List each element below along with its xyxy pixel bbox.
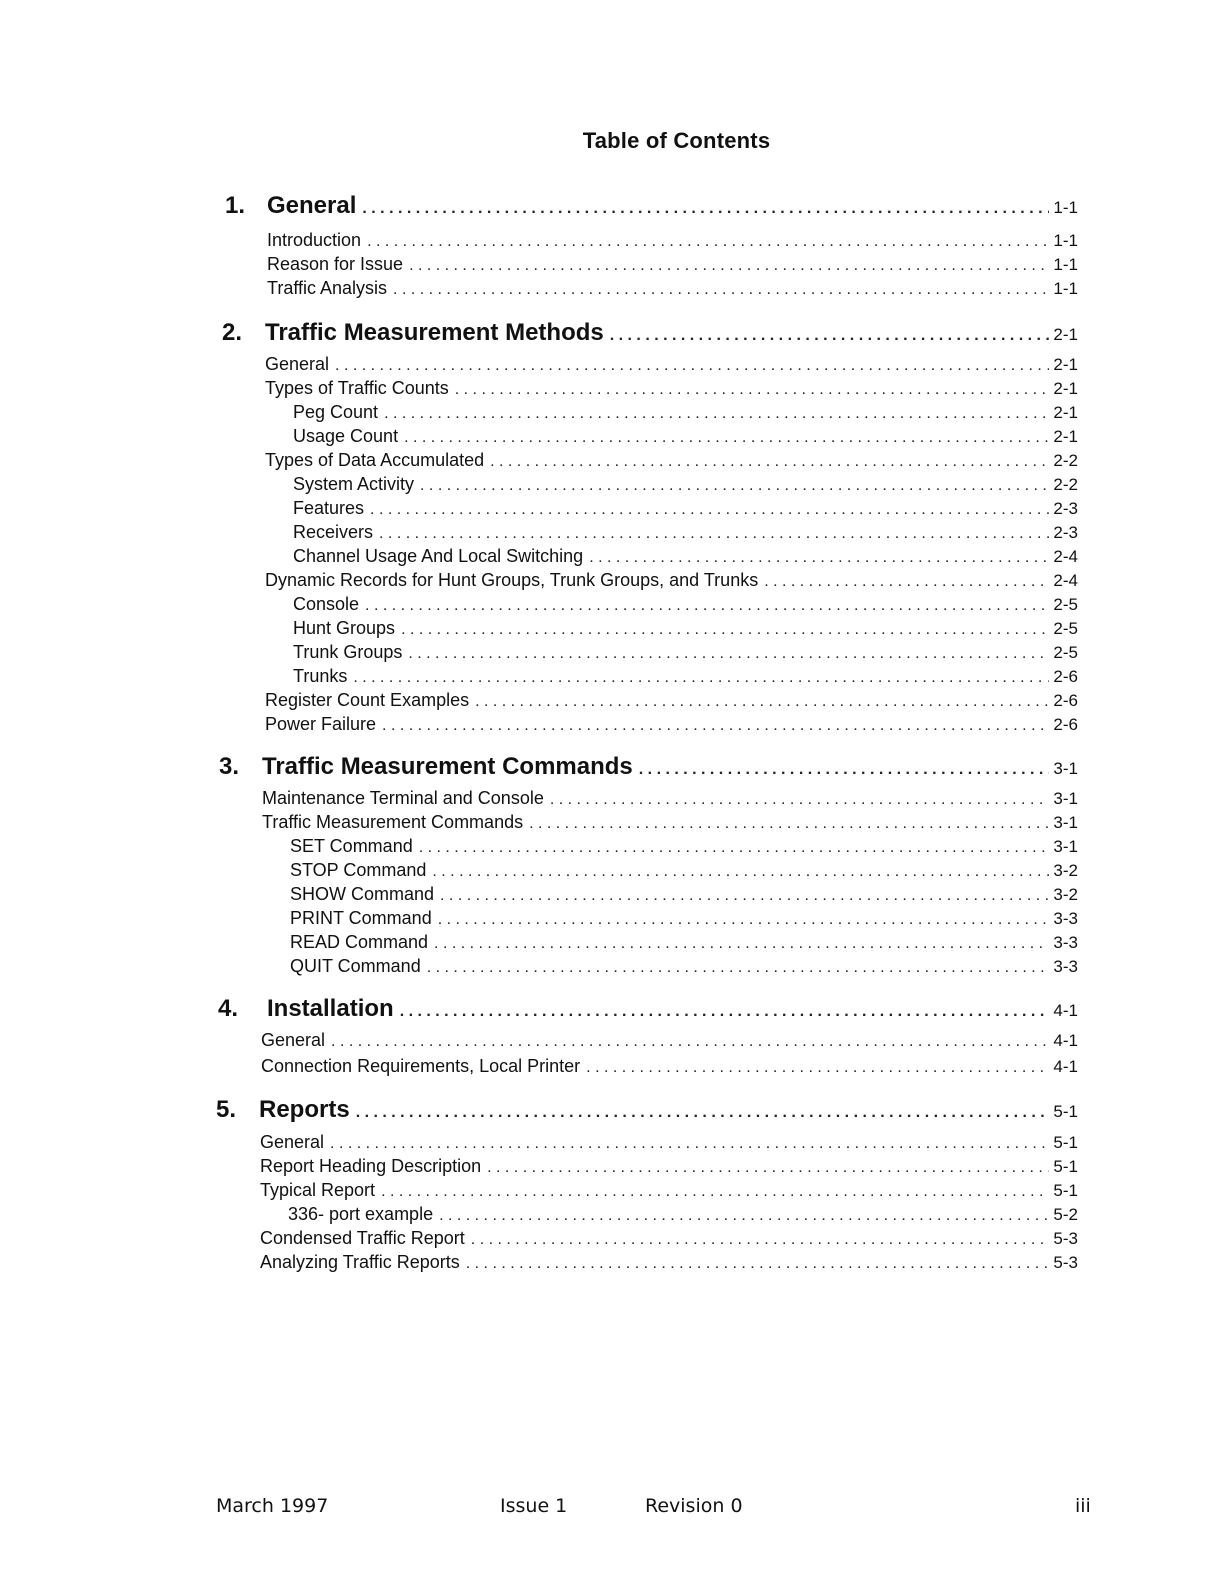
page-number: 2-5	[1053, 643, 1078, 662]
toc-subentry[interactable]	[293, 474, 1078, 495]
toc-subentry[interactable]	[293, 402, 1078, 423]
entry-label: Types of Traffic Counts	[265, 378, 449, 398]
entry-label: SHOW Command	[290, 884, 435, 904]
page-number: 1-1	[1053, 231, 1078, 250]
toc-entry[interactable]	[265, 690, 1078, 711]
toc-entry[interactable]	[262, 788, 1078, 809]
toc-subentry[interactable]	[290, 932, 1078, 953]
page-number: 3-1	[1053, 837, 1078, 856]
page-number: 5-1	[1053, 1157, 1078, 1176]
entry-label: READ Command	[290, 932, 429, 952]
page-number: 2-6	[1053, 691, 1078, 710]
toc-subentry[interactable]	[293, 594, 1078, 615]
dot-leader	[382, 717, 1049, 735]
entry-label: General	[260, 1132, 325, 1152]
dot-leader	[471, 1231, 1050, 1249]
dot-leader	[586, 1059, 1049, 1077]
toc-subentry[interactable]	[293, 666, 1078, 687]
footer-date: March 1997	[216, 1495, 329, 1517]
page-number: 2-1	[1053, 379, 1078, 398]
entry-label: Introduction	[267, 230, 362, 250]
page-number: 2-5	[1053, 619, 1078, 638]
page-number: 3-1	[1053, 789, 1078, 808]
dot-leader	[400, 1003, 1050, 1021]
entry-label: Connection Requirements, Local Printer	[261, 1056, 581, 1076]
entry-label: QUIT Command	[290, 956, 421, 976]
entry-label: Usage Count	[293, 426, 399, 446]
section-number: 2.	[222, 319, 243, 346]
dot-leader	[439, 1207, 1049, 1225]
dot-leader	[420, 477, 1049, 495]
entry-label: Register Count Examples	[265, 690, 470, 710]
dot-leader	[393, 281, 1049, 299]
dot-leader	[362, 200, 1049, 218]
dot-leader	[764, 573, 1049, 591]
dot-leader	[331, 1033, 1049, 1051]
page-number: 2-2	[1053, 451, 1078, 470]
page-number: 5-1	[1053, 1133, 1078, 1152]
toc-subentry[interactable]	[293, 426, 1078, 447]
page-number: 3-3	[1053, 909, 1078, 928]
toc-subentry[interactable]	[290, 884, 1078, 905]
entry-label: Dynamic Records for Hunt Groups, Trunk Groups, and Trunks	[265, 570, 759, 590]
entry-label: Analyzing Traffic Reports	[260, 1252, 460, 1272]
toc-subentry[interactable]	[293, 546, 1078, 567]
dot-leader	[367, 233, 1049, 251]
page-number: 2-1	[1053, 403, 1078, 422]
page-number: 2-4	[1053, 547, 1078, 566]
dot-leader	[370, 501, 1049, 519]
entry-label: Traffic Measurement Methods	[265, 319, 604, 346]
entry-label: Power Failure	[265, 714, 377, 734]
page-number: 3-2	[1053, 861, 1078, 880]
dot-leader	[610, 327, 1050, 345]
toc-entry[interactable]	[265, 714, 1078, 735]
footer-issue: Issue 1	[500, 1495, 568, 1517]
section-heading[interactable]	[265, 319, 1078, 347]
entry-label: General	[267, 192, 357, 219]
entry-label: Report Heading Description	[260, 1156, 482, 1176]
dot-leader	[335, 357, 1049, 375]
section-number: 4.	[218, 995, 239, 1022]
entry-label: Trunks	[293, 666, 348, 686]
page-number: 2-3	[1053, 523, 1078, 542]
toc-entry[interactable]	[265, 570, 1078, 591]
page-number: 2-6	[1053, 667, 1078, 686]
entry-label: Maintenance Terminal and Console	[262, 788, 544, 808]
toc-subentry[interactable]	[290, 836, 1078, 857]
dot-leader	[353, 669, 1049, 687]
dot-leader	[365, 597, 1049, 615]
entry-label: PRINT Command	[290, 908, 432, 928]
entry-label: Hunt Groups	[293, 618, 396, 638]
entry-label: Channel Usage And Local Switching	[293, 546, 584, 566]
dot-leader	[475, 693, 1049, 711]
page-number: 3-1	[1053, 759, 1078, 778]
section-heading[interactable]	[267, 995, 1078, 1023]
entry-label: STOP Command	[290, 860, 427, 880]
toc-subentry[interactable]	[290, 908, 1078, 929]
toc-entry[interactable]	[261, 1030, 1078, 1051]
entry-label: Traffic Analysis	[267, 278, 388, 298]
dot-leader	[466, 1255, 1050, 1273]
page-number: 3-1	[1053, 813, 1078, 832]
entry-label: General	[261, 1030, 326, 1050]
dot-leader	[455, 381, 1050, 399]
toc-entry[interactable]	[260, 1156, 1078, 1177]
dot-leader	[490, 453, 1049, 471]
page-number: 4-1	[1053, 1001, 1078, 1020]
section-number: 3.	[219, 753, 240, 780]
section-heading[interactable]	[259, 1096, 1078, 1124]
entry-label: Receivers	[293, 522, 374, 542]
section-number: 1.	[225, 192, 246, 219]
page-number: 3-3	[1053, 933, 1078, 952]
dot-leader	[330, 1135, 1049, 1153]
dot-leader	[589, 549, 1049, 567]
entry-label: Types of Data Accumulated	[265, 450, 485, 470]
entry-label: Console	[293, 594, 360, 614]
page-number: 5-2	[1053, 1205, 1078, 1224]
dot-leader	[434, 935, 1049, 953]
page-number: 2-5	[1053, 595, 1078, 614]
toc-entry[interactable]	[260, 1228, 1078, 1249]
page-number: 1-1	[1053, 255, 1078, 274]
page-number: 4-1	[1053, 1057, 1078, 1076]
toc-entry[interactable]	[265, 450, 1078, 471]
dot-leader	[408, 645, 1049, 663]
toc-entry[interactable]	[267, 254, 1078, 275]
entry-label: Reason for Issue	[267, 254, 404, 274]
page-number: 5-1	[1053, 1102, 1078, 1121]
dot-leader	[529, 815, 1049, 833]
entry-label: Features	[293, 498, 365, 518]
footer-revision: Revision 0	[645, 1495, 743, 1517]
dot-leader	[487, 1159, 1049, 1177]
entry-label: Installation	[267, 995, 394, 1022]
toc-entry[interactable]	[265, 354, 1078, 375]
dot-leader	[550, 791, 1050, 809]
entry-label: SET Command	[290, 836, 413, 856]
page-number: 2-6	[1053, 715, 1078, 734]
entry-label: Traffic Measurement Commands	[262, 753, 633, 780]
dot-leader	[401, 621, 1049, 639]
dot-leader	[440, 887, 1049, 905]
dot-leader	[409, 257, 1049, 275]
dot-leader	[356, 1104, 1050, 1122]
page-number: 2-1	[1053, 427, 1078, 446]
toc-subentry[interactable]	[288, 1204, 1078, 1225]
dot-leader	[381, 1183, 1049, 1201]
dot-leader	[639, 761, 1050, 779]
page-number: 2-4	[1053, 571, 1078, 590]
entry-label: 336- port example	[288, 1204, 434, 1224]
page-number: 1-1	[1053, 279, 1078, 298]
entry-label: Peg Count	[293, 402, 379, 422]
entry-label: Typical Report	[260, 1180, 376, 1200]
entry-label: Condensed Traffic Report	[260, 1228, 465, 1248]
toc-entry[interactable]	[267, 230, 1078, 251]
section-number: 5.	[216, 1096, 237, 1123]
page-number: 5-1	[1053, 1181, 1078, 1200]
page-number: 2-3	[1053, 499, 1078, 518]
entry-label: General	[265, 354, 330, 374]
dot-leader	[432, 863, 1049, 881]
page-number: 3-2	[1053, 885, 1078, 904]
dot-leader	[427, 959, 1050, 977]
page-number: 1-1	[1053, 198, 1078, 217]
section-heading[interactable]	[262, 753, 1078, 781]
section-heading[interactable]	[267, 192, 1078, 220]
footer-page-number: iii	[1075, 1495, 1091, 1517]
toc-entry[interactable]	[261, 1056, 1078, 1077]
toc-entry[interactable]	[262, 812, 1078, 833]
dot-leader	[379, 525, 1049, 543]
entry-label: Trunk Groups	[293, 642, 403, 662]
page-number: 2-1	[1053, 355, 1078, 374]
dot-leader	[419, 839, 1050, 857]
toc-subentry[interactable]	[290, 860, 1078, 881]
toc-subentry[interactable]	[293, 498, 1078, 519]
entry-label: Reports	[259, 1096, 350, 1123]
toc-entry[interactable]	[267, 278, 1078, 299]
page-number: 5-3	[1053, 1253, 1078, 1272]
page-number: 4-1	[1053, 1031, 1078, 1050]
page-number: 2-2	[1053, 475, 1078, 494]
page-number: 5-3	[1053, 1229, 1078, 1248]
toc-entry[interactable]	[260, 1252, 1078, 1273]
entry-label: Traffic Measurement Commands	[262, 812, 524, 832]
page-number: 2-1	[1053, 325, 1078, 344]
toc-entry[interactable]	[265, 378, 1078, 399]
page-title: Table of Contents	[582, 128, 771, 153]
toc-subentry[interactable]	[293, 522, 1078, 543]
toc-entry[interactable]	[260, 1180, 1078, 1201]
page-number: 3-3	[1053, 957, 1078, 976]
toc-entry[interactable]	[260, 1132, 1078, 1153]
toc-subentry[interactable]	[293, 642, 1078, 663]
dot-leader	[404, 429, 1049, 447]
dot-leader	[438, 911, 1050, 929]
toc-subentry[interactable]	[290, 956, 1078, 977]
entry-label: System Activity	[293, 474, 415, 494]
toc-subentry[interactable]	[293, 618, 1078, 639]
dot-leader	[384, 405, 1049, 423]
